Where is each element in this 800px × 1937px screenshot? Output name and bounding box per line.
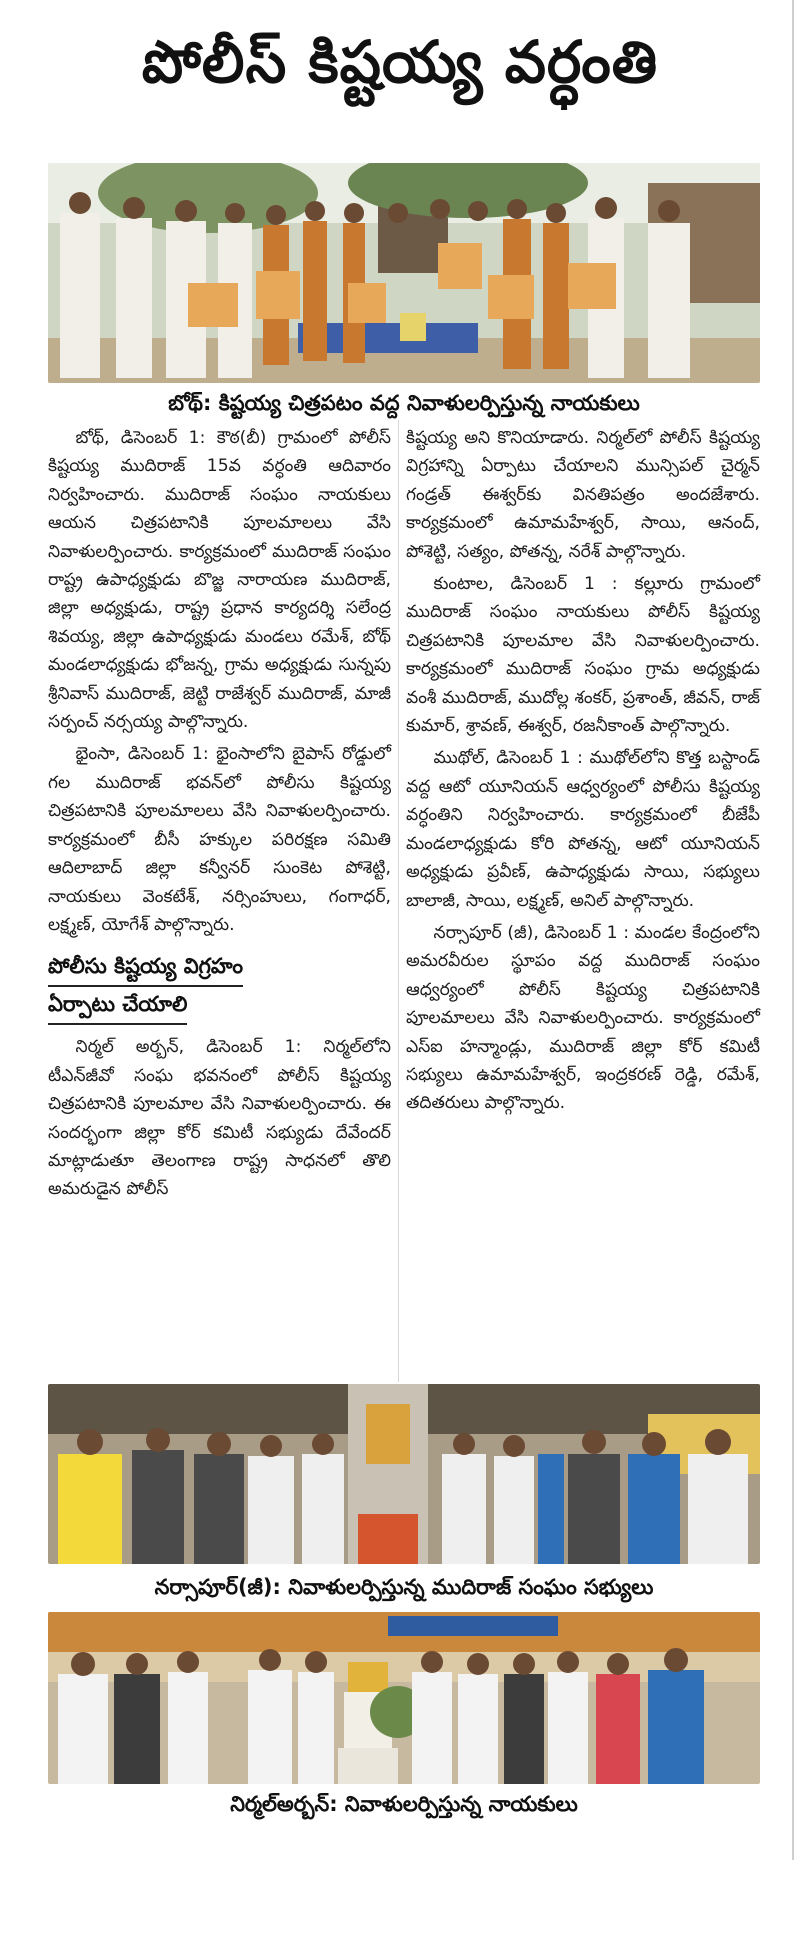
article-headline: పోలీస్ కిష్టయ్య వర్ధంతి	[141, 28, 659, 96]
left-para-nirmal: నిర్మల్ అర్బన్, డిసెంబర్ 1: నిర్మల్‌లోని టీఎన్‌జీవో సంఘ భవనంలో పోలీస్ కిష్టయ్య చిత్రపటానికి పూలమాల వేసి నివాళులర్పించారు. ఈ సందర్భంగా జిల్లా కోర్ కమిటీ సభ్యుడు దేవేందర్ మాట్లాడుతూ తెలంగాణ రాష్ట్ర సాధనలో తొలి అమరుడైన పోలీస్	[48, 1037, 391, 1200]
photo-illustration	[48, 1384, 760, 1564]
top-photo-leaders-holding-posters	[48, 163, 760, 383]
middle-photo-caption: నర్సాపూర్(జీ): నివాళులర్పిస్తున్న ముదిరాజ్ సంఘం సభ్యులు	[154, 1575, 654, 1599]
right-para-narsapur: నర్సాపూర్ (జీ), డిసెంబర్ 1 : మండల కేంద్రంలోని అమరవీరుల స్థూపం వద్ద ముదిరాజ్ సంఘం ఆధ్వర్యంలో పోలీస్ కిష్టయ్య చిత్రపటానికి పూలమాలలు వేసి నివాళులర్పించారు. కార్యక్రమంలో ఎస్ఐ హన్మాండ్లు, ముదిరాజ్ జిల్లా కోర్ కమిటీ సభ్యులు ఉమామహేశ్వర్, ఇంద్రకరణ్ రెడ్డి, రమేశ్, తదితరులు పాల్గొన్నారు.	[406, 922, 760, 1114]
subheading-line-2: ఏర్పాటు చేయాలి	[48, 987, 187, 1025]
subheading	[48, 949, 391, 1025]
left-para-both: బోథ్, డిసెంబర్ 1: కౌఠ(బీ) గ్రామంలో పోలీస్ కిష్టయ్య ముదిరాజ్ 15వ వర్ధంతి ఆదివారం నిర్వహించారు. ముదిరాజ్ సంఘం నాయకులు ఆయన చిత్రపటానికి పూలమాలలు వేసి నివాళులర్పించారు. కార్యక్రమంలో ముదిరాజ్ సంఘం రాష్ట్ర ఉపాధ్యక్షుడు బొజ్జ నారాయణ ముదిరాజ్, జిల్లా అధ్యక్షుడు, రాష్ట్ర ప్రధాన కార్యదర్శి సలేంద్ర శివయ్య, జిల్లా ఉపాధ్యక్షుడు మండలు రమేశ్, బోథ్ మండలాధ్యక్షుడు భోజన్న, గ్రామ అధ్యక్షుడు సున్నపు శ్రీనివాస్ ముదిరాజ్, జెట్టి రాజేశ్వర్ ముదిరాజ్, మాజీ సర్పంచ్ నర్సయ్య పాల్గొన్నారు.	[48, 428, 391, 733]
right-column	[406, 424, 760, 1118]
subheading-line-1: పోలీసు కిష్టయ్య విగ్రహం	[48, 949, 243, 987]
right-para-mudhol: ముథోల్, డిసెంబర్ 1 : ముథోల్‌లోని కొత్త బస్టాండ్ వద్ద ఆటో యూనియన్ ఆధ్వర్యంలో పోలీసు కిష్టయ్య వర్ధంతిని నిర్వహించారు. కార్యక్రమంలో బీజేపీ మండలాధ్యక్షుడు కోరి పోతన్న, ఆటో యూనియన్ అధ్యక్షుడు ప్రవీణ్, ఉపాధ్యక్షుడు సాయి, సభ్యులు బాలాజీ, సాయి, లక్ష్మణ్, అనిల్ పాల్గొన్నారు.	[406, 748, 760, 911]
photo-illustration	[48, 163, 760, 383]
bottom-photo-caption: నిర్మల్అర్బన్: నివాళులర్పిస్తున్న నాయకులు	[230, 1792, 578, 1816]
page-edge-rule	[792, 0, 794, 1860]
left-column	[48, 424, 391, 1204]
middle-photo-mudiraj-members	[48, 1384, 760, 1564]
top-photo-caption: బోథ్: కిష్టయ్య చిత్రపటం వద్ద నివాళులర్పిస్తున్న నాయకులు	[168, 391, 640, 415]
bottom-photo-leaders-at-statue	[48, 1612, 760, 1784]
right-para-kuntala: కుంటాల, డిసెంబర్ 1 : కల్లూరు గ్రామంలో ముదిరాజ్ సంఘం నాయకులు పోలీస్ కిష్టయ్య చిత్రపటానికి పూలమాల వేసి నివాళులర్పించారు. కార్యక్రమంలో ముదిరాజ్ సంఘం గ్రామ అధ్యక్షుడు వంశీ ముదిరాజ్, ముదోల్ల శంకర్, ప్రశాంత్, జీవన్, రాజ్ కుమార్, శ్రావణ్, ఈశ్వర్, రజనీకాంత్ పాల్గొన్నారు.	[406, 574, 760, 737]
left-para-bhainsa: భైంసా, డిసెంబర్ 1: భైంసాలోని బైపాస్ రోడ్డులో గల ముదిరాజ్ భవన్‌లో పోలీసు కిష్టయ్య చిత్రపటానికి పూలమాలలు వేసి నివాళులర్పించారు. కార్యక్రమంలో బీసీ హక్కుల పరిరక్షణ సమితి ఆదిలాబాద్ జిల్లా కన్వీనర్ సుంకెట పోశెట్టి, నాయకులు వెంకటేశ్, నర్సింహులు, గంగాధర్, లక్ష్మణ్, యోగేశ్ పాల్గొన్నారు.	[48, 744, 391, 935]
right-para-nirmal-cont: కిష్టయ్య అని కొనియాడారు. నిర్మల్‌లో పోలీస్ కిష్టయ్య విగ్రహాన్ని ఏర్పాటు చేయాలని మున్సిపల్ చైర్మన్ గండ్రత్ ఈశ్వర్‌కు వినతిపత్రం అందజేశారు. కార్యక్రమంలో ఉమామహేశ్వర్, సాయి, ఆనంద్, పోశెట్టి, సత్యం, పోతన్న, నరేశ్ పాల్గొన్నారు.	[406, 428, 760, 562]
photo-illustration	[48, 1612, 760, 1784]
column-divider	[398, 420, 399, 1382]
